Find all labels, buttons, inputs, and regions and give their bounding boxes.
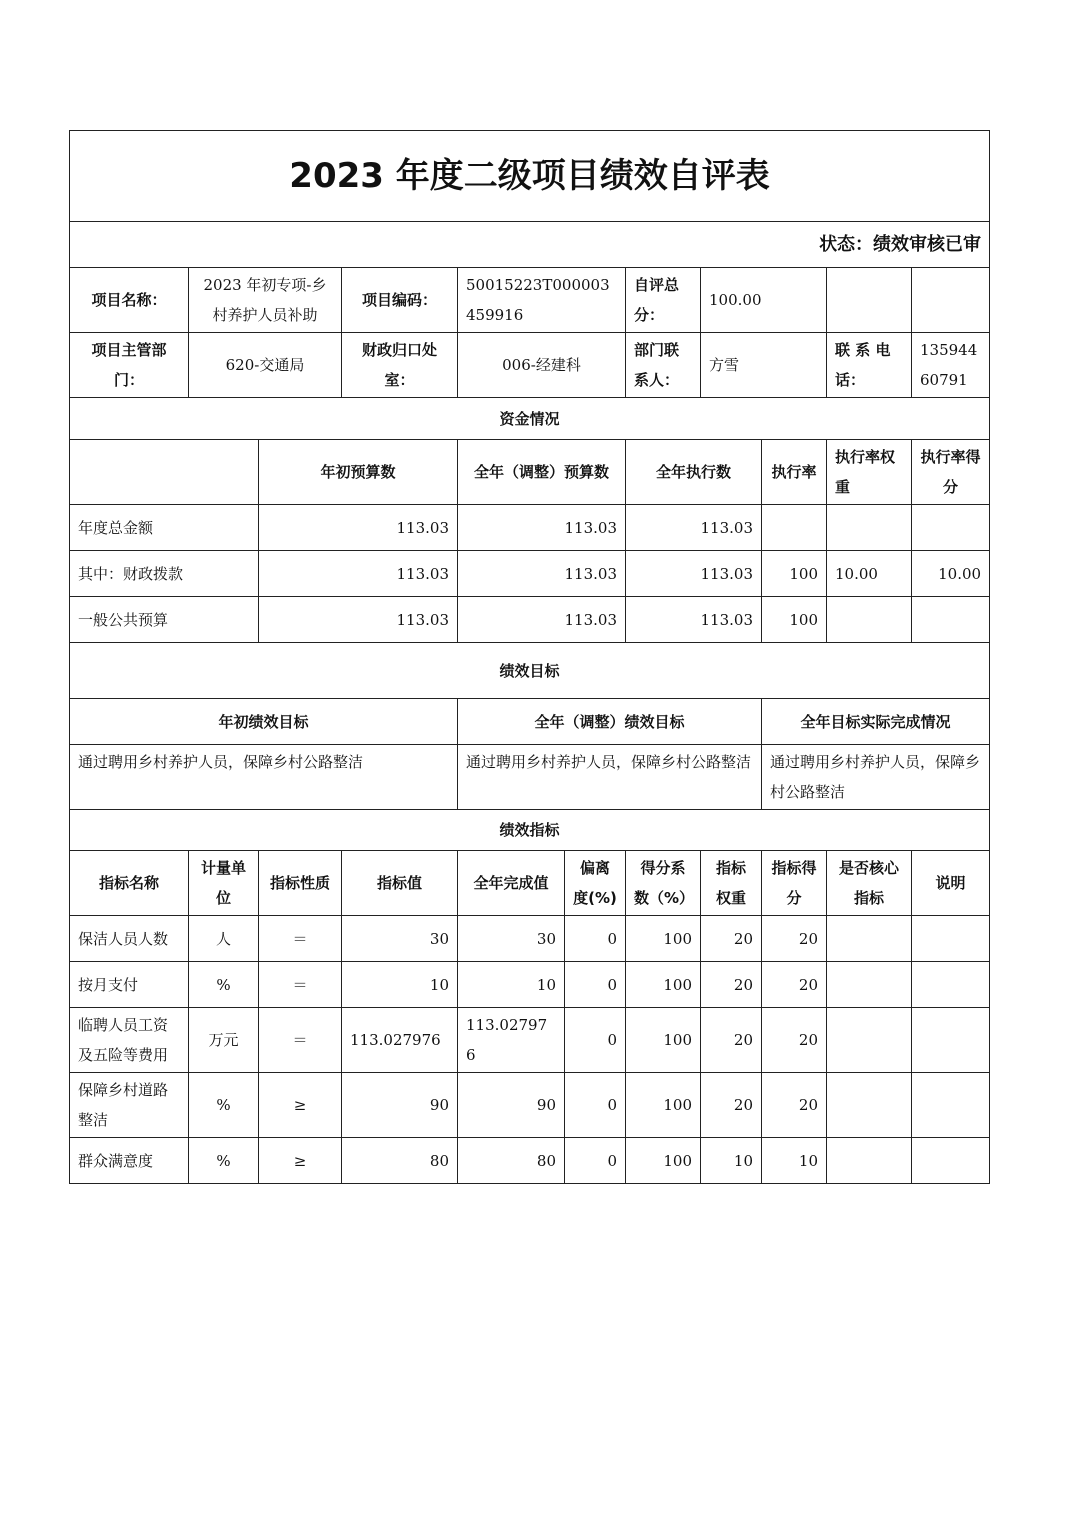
indicator-header: 计量单位 bbox=[189, 851, 259, 916]
indicator-weight: 10 bbox=[701, 1138, 762, 1184]
indicator-header: 指标名称 bbox=[70, 851, 189, 916]
funds-score bbox=[912, 597, 990, 643]
funds-rate: 100 bbox=[762, 551, 827, 597]
empty-cell bbox=[70, 440, 259, 505]
indicator-header: 全年完成值 bbox=[458, 851, 565, 916]
indicator-coefficient: 100 bbox=[626, 1138, 701, 1184]
phone-value: 13594460791 bbox=[912, 333, 990, 398]
funds-adjusted: 113.03 bbox=[458, 505, 626, 551]
indicator-name: 临聘人员工资及五险等费用 bbox=[70, 1008, 189, 1073]
indicator-weight: 20 bbox=[701, 962, 762, 1008]
indicator-nature: ＝ bbox=[259, 1008, 342, 1073]
project-name-value: 2023 年初专项-乡村养护人员补助 bbox=[189, 268, 342, 333]
indicator-unit: % bbox=[189, 1073, 259, 1138]
indicator-header: 指标得分 bbox=[762, 851, 827, 916]
empty-cell bbox=[827, 268, 912, 333]
funds-header: 全年执行数 bbox=[626, 440, 762, 505]
indicator-name: 群众满意度 bbox=[70, 1138, 189, 1184]
indicator-weight: 20 bbox=[701, 916, 762, 962]
self-score-label: 自评总分： bbox=[626, 268, 701, 333]
indicator-nature: ＝ bbox=[259, 916, 342, 962]
indicator-header: 指标权重 bbox=[701, 851, 762, 916]
indicator-header: 指标性质 bbox=[259, 851, 342, 916]
indicators-section-title: 绩效指标 bbox=[70, 810, 990, 851]
page-title: 2023 年度二级项目绩效自评表 bbox=[70, 131, 990, 222]
funds-row-name: 其中：财政拨款 bbox=[70, 551, 259, 597]
funds-header: 执行率得分 bbox=[912, 440, 990, 505]
indicator-header: 指标值 bbox=[342, 851, 458, 916]
indicator-weight: 20 bbox=[701, 1008, 762, 1073]
indicator-deviation: 0 bbox=[565, 1008, 626, 1073]
project-name-label: 项目名称： bbox=[70, 268, 189, 333]
indicator-coefficient: 100 bbox=[626, 1008, 701, 1073]
self-score-value: 100.00 bbox=[701, 268, 827, 333]
table-row bbox=[70, 1008, 990, 1073]
contact-label: 部门联系人： bbox=[626, 333, 701, 398]
table-row bbox=[70, 551, 990, 597]
indicator-target: 113.027976 bbox=[342, 1008, 458, 1073]
goals-header: 年初绩效目标 bbox=[70, 699, 458, 745]
indicator-name: 保洁人员人数 bbox=[70, 916, 189, 962]
indicator-core bbox=[827, 916, 912, 962]
performance-table bbox=[69, 130, 990, 1184]
funds-initial: 113.03 bbox=[259, 551, 458, 597]
indicator-done: 80 bbox=[458, 1138, 565, 1184]
table-row bbox=[70, 597, 990, 643]
indicator-weight: 20 bbox=[701, 1073, 762, 1138]
funds-executed: 113.03 bbox=[626, 597, 762, 643]
indicator-core bbox=[827, 1138, 912, 1184]
indicator-core bbox=[827, 962, 912, 1008]
table-row bbox=[70, 505, 990, 551]
indicator-name: 保障乡村道路整洁 bbox=[70, 1073, 189, 1138]
funds-adjusted: 113.03 bbox=[458, 551, 626, 597]
indicator-note bbox=[912, 1008, 990, 1073]
indicator-done: 10 bbox=[458, 962, 565, 1008]
indicator-note bbox=[912, 1138, 990, 1184]
indicator-unit: % bbox=[189, 962, 259, 1008]
dept-label: 项目主管部门： bbox=[70, 333, 189, 398]
funds-initial: 113.03 bbox=[259, 505, 458, 551]
indicator-name: 按月支付 bbox=[70, 962, 189, 1008]
indicator-header: 偏离度(%) bbox=[565, 851, 626, 916]
status-text: 状态：绩效审核已审 bbox=[70, 222, 990, 268]
indicator-coefficient: 100 bbox=[626, 1073, 701, 1138]
indicator-nature: ≥ bbox=[259, 1138, 342, 1184]
indicator-deviation: 0 bbox=[565, 1073, 626, 1138]
indicator-done: 113.027976 bbox=[458, 1008, 565, 1073]
table-row bbox=[70, 1138, 990, 1184]
funds-adjusted: 113.03 bbox=[458, 597, 626, 643]
goals-header: 全年（调整）绩效目标 bbox=[458, 699, 762, 745]
project-code-label: 项目编码： bbox=[342, 268, 458, 333]
indicator-done: 90 bbox=[458, 1073, 565, 1138]
table-row bbox=[70, 1073, 990, 1138]
indicator-coefficient: 100 bbox=[626, 916, 701, 962]
goals-section-title: 绩效目标 bbox=[70, 643, 990, 699]
indicator-deviation: 0 bbox=[565, 1138, 626, 1184]
indicator-deviation: 0 bbox=[565, 962, 626, 1008]
table-row bbox=[70, 916, 990, 962]
empty-cell bbox=[912, 268, 990, 333]
goal-initial: 通过聘用乡村养护人员，保障乡村公路整洁 bbox=[70, 745, 458, 810]
finance-value: 006-经建科 bbox=[458, 333, 626, 398]
indicator-target: 80 bbox=[342, 1138, 458, 1184]
indicator-target: 30 bbox=[342, 916, 458, 962]
indicator-unit: 万元 bbox=[189, 1008, 259, 1073]
indicator-score: 20 bbox=[762, 916, 827, 962]
funds-rate: 100 bbox=[762, 597, 827, 643]
indicator-note bbox=[912, 962, 990, 1008]
funds-section-title: 资金情况 bbox=[70, 398, 990, 440]
funds-row-name: 年度总金额 bbox=[70, 505, 259, 551]
funds-score: 10.00 bbox=[912, 551, 990, 597]
indicator-target: 10 bbox=[342, 962, 458, 1008]
indicator-score: 20 bbox=[762, 1008, 827, 1073]
phone-label: 联 系 电话： bbox=[827, 333, 912, 398]
table-row bbox=[70, 962, 990, 1008]
funds-header: 年初预算数 bbox=[259, 440, 458, 505]
indicator-nature: ≥ bbox=[259, 1073, 342, 1138]
project-code-value: 50015223T000003459916 bbox=[458, 268, 626, 333]
indicator-core bbox=[827, 1008, 912, 1073]
indicator-core bbox=[827, 1073, 912, 1138]
indicator-header: 得分系数（%） bbox=[626, 851, 701, 916]
indicator-score: 20 bbox=[762, 1073, 827, 1138]
indicator-score: 20 bbox=[762, 962, 827, 1008]
funds-weight bbox=[827, 505, 912, 551]
funds-score bbox=[912, 505, 990, 551]
funds-weight: 10.00 bbox=[827, 551, 912, 597]
funds-executed: 113.03 bbox=[626, 551, 762, 597]
indicator-coefficient: 100 bbox=[626, 962, 701, 1008]
funds-rate bbox=[762, 505, 827, 551]
indicator-note bbox=[912, 1073, 990, 1138]
indicator-done: 30 bbox=[458, 916, 565, 962]
indicator-nature: ＝ bbox=[259, 962, 342, 1008]
goal-actual: 通过聘用乡村养护人员，保障乡村公路整洁 bbox=[762, 745, 990, 810]
indicator-score: 10 bbox=[762, 1138, 827, 1184]
goal-adjusted: 通过聘用乡村养护人员，保障乡村公路整洁 bbox=[458, 745, 762, 810]
funds-header: 执行率权重 bbox=[827, 440, 912, 505]
finance-label: 财政归口处室： bbox=[342, 333, 458, 398]
goals-header: 全年目标实际完成情况 bbox=[762, 699, 990, 745]
indicator-header: 说明 bbox=[912, 851, 990, 916]
indicator-unit: 人 bbox=[189, 916, 259, 962]
indicator-target: 90 bbox=[342, 1073, 458, 1138]
funds-executed: 113.03 bbox=[626, 505, 762, 551]
funds-header: 全年（调整）预算数 bbox=[458, 440, 626, 505]
funds-header: 执行率 bbox=[762, 440, 827, 505]
dept-value: 620-交通局 bbox=[189, 333, 342, 398]
indicator-header: 是否核心指标 bbox=[827, 851, 912, 916]
indicator-deviation: 0 bbox=[565, 916, 626, 962]
funds-weight bbox=[827, 597, 912, 643]
funds-initial: 113.03 bbox=[259, 597, 458, 643]
funds-row-name: 一般公共预算 bbox=[70, 597, 259, 643]
contact-value: 方雪 bbox=[701, 333, 827, 398]
indicator-unit: % bbox=[189, 1138, 259, 1184]
indicator-note bbox=[912, 916, 990, 962]
